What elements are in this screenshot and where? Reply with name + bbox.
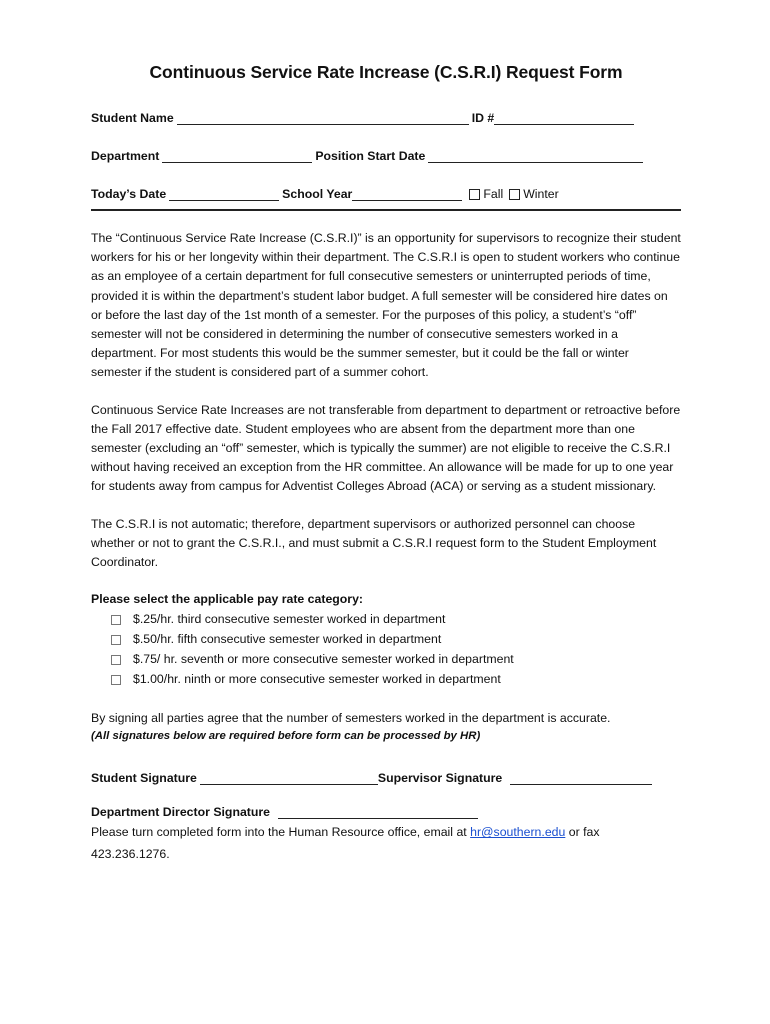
winter-label: Winter	[523, 187, 559, 201]
student-name-label: Student Name	[91, 111, 174, 125]
id-label: ID #	[471, 111, 495, 125]
pay-rate-option-label: $.75/ hr. seventh or more consecutive semester worked in department	[133, 651, 514, 666]
director-signature-field[interactable]	[278, 804, 478, 819]
department-field[interactable]	[162, 148, 312, 163]
date-row	[91, 179, 681, 201]
footer-instructions	[91, 821, 681, 865]
page-title: Continuous Service Rate Increase (C.S.R.I) Request Form	[149, 62, 623, 82]
paragraph-transfer: Continuous Service Rate Increases are not transferable from department to department or retroactive before the Fall 2017 effective date. Student employees who are absent from the department more than one semester (excluding an “off” semester, which is typically the summer) are not eligible to receive the C.S.R.I without having received an exception from the HR committee. An allowance will be made for up to one year for students away from campus for Adventist Colleges Abroad (ACA) or serving as a student missionary.	[91, 402, 681, 494]
pay-rate-option-label: $1.00/hr. ninth or more consecutive semester worked in department	[133, 671, 501, 686]
pay-rate-option-label: $.50/hr. fifth consecutive semester worked in department	[133, 632, 442, 647]
position-start-date-label: Position Start Date	[315, 149, 426, 163]
signature-row	[91, 765, 681, 785]
id-field[interactable]	[494, 110, 634, 125]
fall-label: Fall	[483, 187, 504, 201]
pay-rate-option[interactable]	[111, 670, 681, 690]
school-year-label: School Year	[282, 187, 353, 201]
pay-rate-checkbox[interactable]	[111, 615, 121, 625]
pay-rate-title: Please select the applicable pay rate category:	[91, 592, 364, 607]
agreement-note: (All signatures below are required before form can be processed by HR)	[91, 730, 481, 743]
pay-rate-option[interactable]	[111, 630, 681, 650]
todays-date-field[interactable]	[169, 186, 279, 201]
student-signature-field[interactable]	[200, 770, 378, 785]
header-divider	[91, 209, 681, 211]
supervisor-signature-label: Supervisor Signature	[377, 771, 503, 786]
director-signature-row	[91, 799, 681, 819]
winter-checkbox[interactable]	[509, 189, 520, 200]
director-signature-label: Department Director Signature	[91, 805, 271, 820]
agreement-text: By signing all parties agree that the number of semesters worked in the department is accurate.	[91, 711, 611, 726]
pay-rate-option[interactable]	[111, 610, 681, 630]
department-row	[91, 141, 681, 163]
position-start-date-field[interactable]	[428, 148, 643, 163]
pay-rate-options	[111, 610, 681, 689]
pay-rate-option[interactable]	[111, 650, 681, 670]
hr-email-link[interactable]: hr@southern.edu	[470, 825, 566, 840]
footer-fax-text: or fax 423.236.1276.	[91, 825, 600, 862]
supervisor-signature-field[interactable]	[510, 770, 652, 785]
footer-text: Please turn completed form into the Human Resource office, email at	[91, 825, 471, 840]
student-name-row	[91, 103, 681, 125]
pay-rate-checkbox[interactable]	[111, 635, 121, 645]
paragraph-intro: The “Continuous Service Rate Increase (C.S.R.I)” is an opportunity for supervisors to recognize their student workers for his or her longevity within their department. The C.S.R.I is open to student workers who continue as an employee of a certain department for full consecutive semesters or uninterrupted periods of time, provided it is within the department’s student labor budget. A full semester will be considered hire dates on or before the last day of the 1st month of a semester. For the purposes of this policy, a student’s “off” semester will not be considered in determining the number of consecutive semesters worked in a department. For most students this would be the summer semester, but it could be the fall or winter semester if the student is considered part of a summer cohort.	[91, 231, 681, 380]
fall-checkbox[interactable]	[469, 189, 480, 200]
paragraph-automatic: The C.S.R.I is not automatic; therefore, department supervisors or authorized personnel can choose whether or not to grant the C.S.R.I., and must submit a C.S.R.I request form to the Student Employment Coordinator.	[91, 516, 657, 570]
department-label: Department	[91, 149, 160, 163]
form-page	[91, 62, 681, 865]
pay-rate-option-label: $.25/hr. third consecutive semester worked in department	[133, 612, 446, 627]
pay-rate-checkbox[interactable]	[111, 675, 121, 685]
pay-rate-checkbox[interactable]	[111, 655, 121, 665]
todays-date-label: Today’s Date	[91, 187, 167, 201]
student-signature-label: Student Signature	[91, 771, 197, 786]
school-year-field[interactable]	[352, 186, 462, 201]
student-name-field[interactable]	[177, 110, 469, 125]
